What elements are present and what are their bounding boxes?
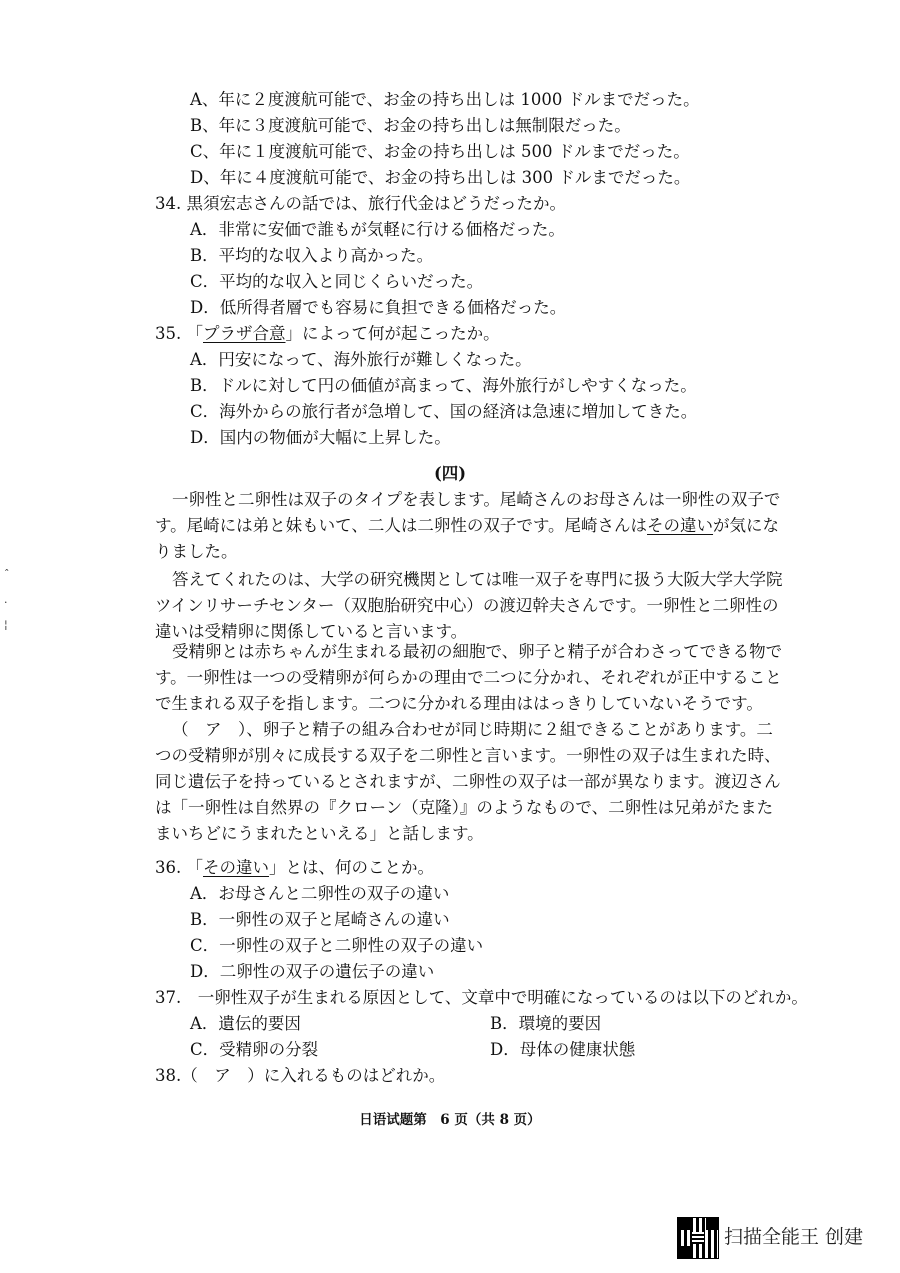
q34-option-c: C．平均的な収入と同じくらいだった。 (190, 272, 484, 291)
qr-code-icon (677, 1217, 719, 1259)
q35-underlined-term: プラザ合意 (203, 324, 286, 343)
q36-stem-rest: 」とは、何のことか。 (269, 858, 434, 877)
q36-underlined-term: その違い (203, 858, 269, 877)
q37-option-c: C．受精卵の分裂 (190, 1040, 319, 1059)
section-title: (四) (433, 464, 467, 483)
q34-option-b: B．平均的な収入より高かった。 (190, 246, 434, 265)
q36-stem (155, 856, 434, 880)
passage-line: 違いは受精卵に関係していると言います。 (155, 622, 468, 641)
q35-option-c: C．海外からの旅行者が急増して、国の経済は急速に増加してきた。 (190, 402, 698, 421)
q35-option-d: D．国内の物価が大幅に上昇した。 (190, 428, 451, 447)
passage-text: が気にな (713, 516, 780, 535)
q37-stem: 37. 一卵性双子が生まれる原因として、文章中で明確になっているのは以下のどれか。 (155, 988, 808, 1007)
passage-line: 同じ遺伝子を持っているとされますが、二卵性の双子は一部が異なります。渡辺さん (155, 772, 781, 791)
passage-line: （ ア ）、卵子と精子の組み合わせが同じ時期に２組できることがあります。二 (172, 720, 773, 739)
q36-number: 36. 「 (155, 858, 203, 877)
margin-mark: · (4, 596, 8, 609)
q35-stem (155, 322, 500, 346)
passage-line: ツインリサーチセンター（双胞胎研究中心）の渡辺幹夫さんです。一卵性と二卵性の (155, 596, 779, 615)
q34-stem: 34. 黒須宏志さんの話では、旅行代金はどうだったか。 (155, 194, 566, 213)
scanner-watermark-label: 扫描全能王 创建 (724, 1226, 864, 1248)
passage-line: は「一卵性は自然界の『クローン（克隆）』のようなもので、二卵性は兄弟がたまた (155, 798, 774, 817)
passage-line: つの受精卵が別々に成長する双子を二卵性と言います。一卵性の双子は生まれた時、 (155, 746, 781, 765)
passage-line: 答えてくれたのは、大学の研究機関としては唯一双子を専門に扱う大阪大学大学院 (172, 570, 783, 589)
passage-line: 受精卵とは赤ちゃんが生まれる最初の細胞で、卵子と精子が合わさってできる物で (172, 642, 783, 661)
passage-line: りました。 (155, 542, 238, 561)
q35-option-b: B．ドルに対して円の価値が高まって、海外旅行がしやすくなった。 (190, 376, 697, 395)
q34-option-a: A．非常に安価で誰もが気軽に行ける価格だった。 (190, 220, 565, 239)
q37-option-d: D．母体の健康状態 (490, 1040, 636, 1059)
q37-option-b: B．環境的要因 (490, 1014, 602, 1033)
passage-text: す。尾崎には弟と妹もいて、二人は二卵性の双子です。尾崎さんは (155, 516, 648, 535)
passage-line: す。一卵性は一つの受精卵が何らかの理由で二つに分かれ、それぞれが正中すること (155, 668, 782, 687)
q33-option-c: C、年に１度渡航可能で、お金の持ち出しは 500 ドルまでだった。 (190, 142, 690, 161)
page-footer: 日语试题第 6 页（共 8 页） (359, 1112, 541, 1128)
q34-option-d: D．低所得者層でも容易に負担できる価格だった。 (190, 298, 567, 317)
margin-mark: ˆ (4, 568, 10, 581)
q36-option-b: B．一卵性の双子と尾崎さんの違い (190, 910, 450, 929)
q36-option-d: D．二卵性の双子の遺伝子の違い (190, 962, 435, 981)
passage-line: で生まれる双子を指します。二つに分かれる理由ははっきりしていないそうです。 (155, 694, 763, 713)
q35-option-a: A．円安になって、海外旅行が難しくなった。 (190, 350, 532, 369)
q35-stem-rest: 」によって何が起こったか。 (285, 324, 500, 343)
q33-option-d: D、年に４度渡航可能で、お金の持ち出しは 300 ドルまでだった。 (190, 168, 691, 187)
underlined-sono-chigai: その違い (647, 516, 714, 535)
margin-mark: ¦ (4, 618, 8, 631)
q33-option-b: B、年に３度渡航可能で、お金の持ち出しは無制限だった。 (190, 116, 631, 135)
q36-option-a: A．お母さんと二卵性の双子の違い (190, 884, 450, 903)
q37-option-a: A．遺伝的要因 (190, 1014, 301, 1033)
passage-line: 一卵性と二卵性は双子のタイプを表します。尾崎さんのお母さんは一卵性の双子で (172, 490, 781, 509)
q35-number: 35. 「 (155, 324, 203, 343)
passage-line (155, 514, 779, 538)
q36-option-c: C．一卵性の双子と二卵性の双子の違い (190, 936, 484, 955)
q33-option-a: A、年に２度渡航可能で、お金の持ち出しは 1000 ドルまでだった。 (190, 90, 700, 109)
q38-stem: 38.（ ア ）に入れるものはどれか。 (155, 1066, 446, 1085)
passage-line: まいちどにうまれたといえる」と話します。 (155, 824, 484, 843)
